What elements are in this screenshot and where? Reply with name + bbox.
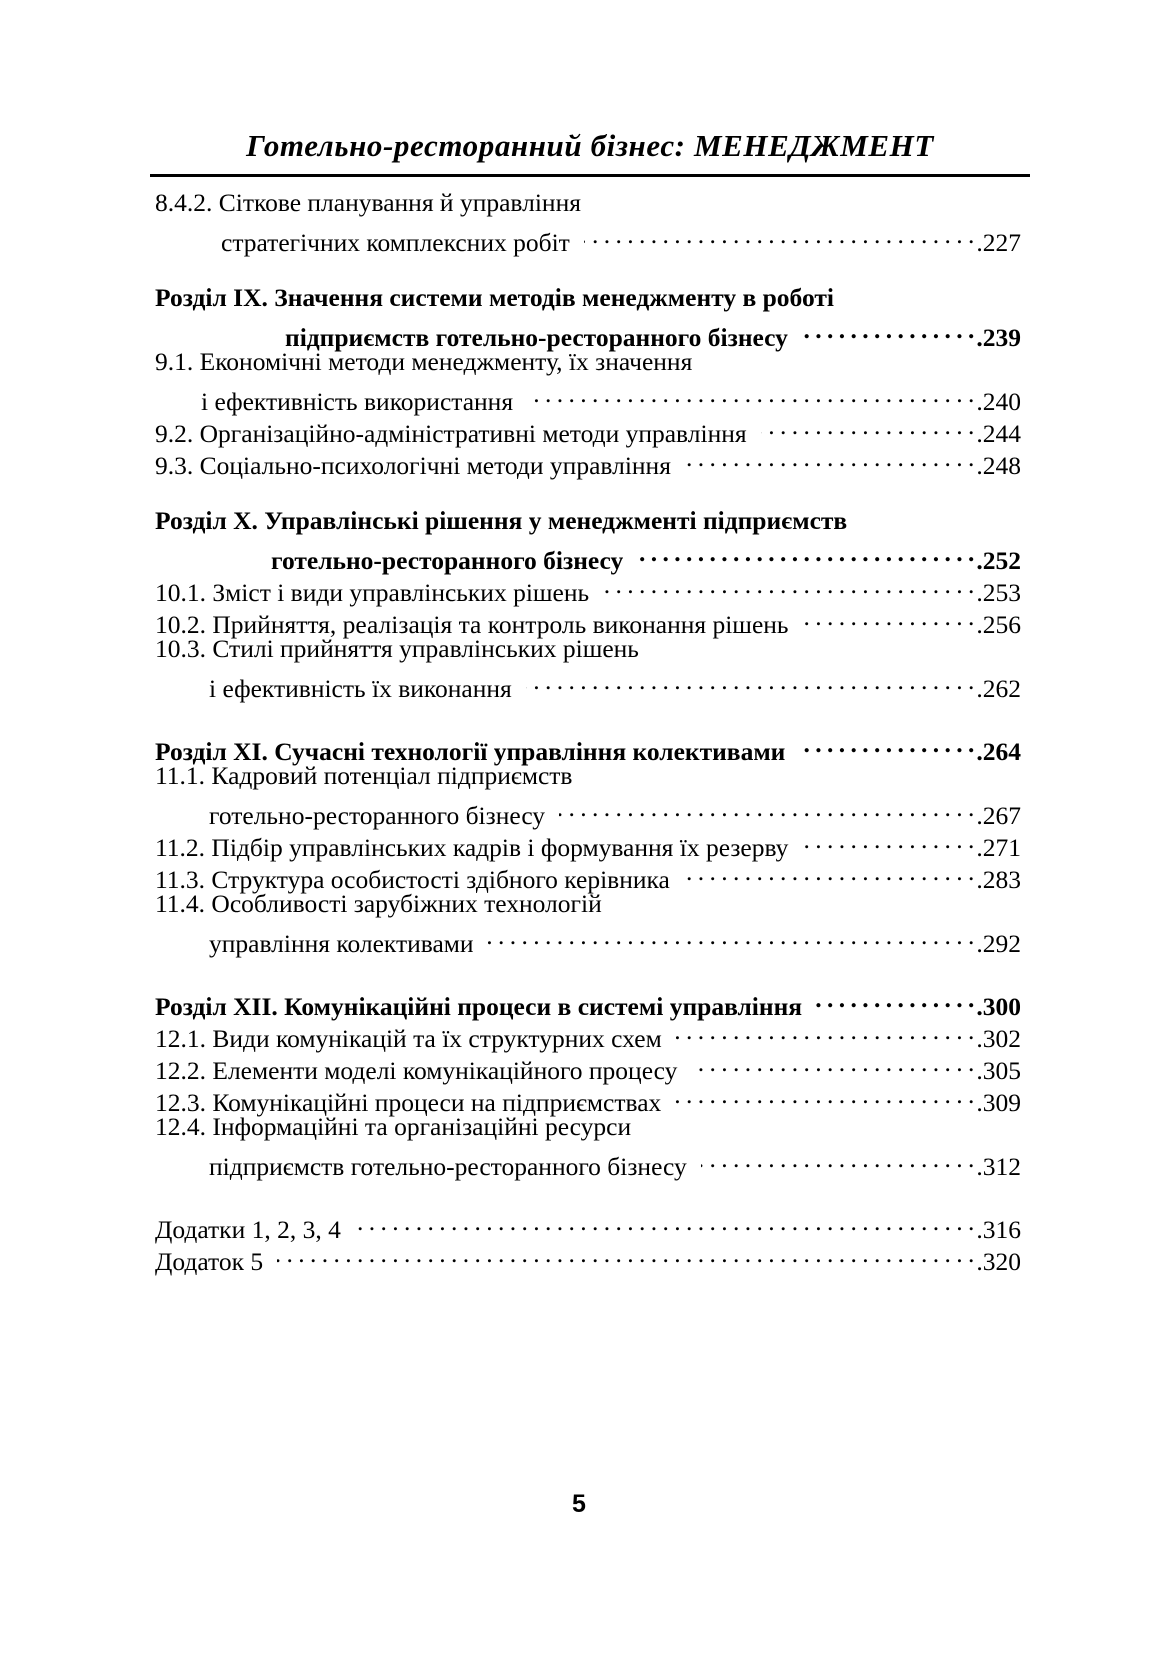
- toc-chapter-10-line1: [155, 505, 1021, 537]
- toc-page-number: .271: [976, 833, 1021, 862]
- toc-page-number: .300: [976, 992, 1021, 1021]
- dot-leader: [802, 824, 974, 856]
- dot-leader: [277, 1238, 974, 1270]
- dot-leader: [684, 856, 975, 888]
- toc-chapter-title: підприємств готельно-ресторанного бізнесу: [285, 323, 788, 352]
- page-number: 5: [572, 1490, 586, 1518]
- toc-page-number: .264: [976, 737, 1021, 766]
- toc-entry-text: 12.4. Інформаційні та організаційні ресурси: [155, 1112, 632, 1141]
- dot-leader: [691, 1047, 974, 1079]
- toc-entry-text: і ефективність їх виконання: [209, 674, 512, 703]
- toc-page-number: .244: [976, 419, 1021, 448]
- toc-chapter-11: [155, 728, 1021, 766]
- toc-chapter-9-line2: [155, 314, 1021, 352]
- toc-page-number: .240: [976, 387, 1021, 416]
- toc-entry-11-4-line1: [155, 888, 1021, 920]
- toc-chapter-title: готельно-ресторанного бізнесу: [271, 546, 624, 575]
- toc-entry-text: готельно-ресторанного бізнесу: [209, 801, 546, 830]
- dot-leader: [355, 1206, 975, 1238]
- toc-page-number: .267: [976, 801, 1021, 830]
- toc-entry-text: 10.3. Стилі прийняття управлінських рішень: [155, 634, 639, 663]
- toc-entry-text: 10.1. Зміст і види управлінських рішень: [155, 578, 590, 607]
- toc-entry-text: стратегічних комплексних робіт: [221, 228, 570, 257]
- toc-page-number: .253: [976, 578, 1021, 607]
- toc-entry-text: 11.3. Структура особистості здібного керівника: [155, 865, 670, 894]
- dot-leader: [803, 601, 975, 633]
- dot-leader: [799, 728, 974, 760]
- dot-leader: [559, 792, 974, 824]
- toc-entry-text: управління колективами: [209, 929, 474, 958]
- toc-entry-text: 12.2. Елементи моделі комунікаційного процесу: [155, 1056, 678, 1085]
- dot-leader: [701, 1143, 975, 1175]
- toc-appendix-5: [155, 1238, 1021, 1276]
- toc-page-number: .302: [976, 1024, 1021, 1053]
- toc-page-number: .312: [976, 1152, 1021, 1181]
- toc-page-number: .248: [976, 451, 1021, 480]
- toc-chapter-title: Розділ XI. Сучасні технології управління колективами: [155, 737, 786, 766]
- toc-page-number: .252: [976, 546, 1021, 575]
- toc-entry-text: 10.2. Прийняття, реалізація та контроль виконання рішень: [155, 610, 789, 639]
- dot-leader: [761, 410, 975, 442]
- toc-entry-text: Додаток 5: [155, 1247, 264, 1276]
- toc-entry-10-3-line1: [155, 633, 1021, 665]
- dot-leader: [802, 314, 974, 346]
- toc-entry-11-4-line2: [155, 920, 1021, 958]
- toc-entry-12-4-line2: [155, 1143, 1021, 1181]
- dot-leader: [527, 378, 974, 410]
- toc-page-number: .227: [976, 228, 1021, 257]
- dot-leader: [816, 983, 974, 1015]
- toc-entry-text: підприємств готельно-ресторанного бізнесу: [209, 1152, 687, 1181]
- toc-entry-text: і ефективність використання: [201, 387, 514, 416]
- dot-leader: [675, 1079, 974, 1111]
- toc-entry-11-1-line2: [155, 792, 1021, 830]
- header-rule: [150, 174, 1030, 177]
- toc-page-number: .292: [976, 929, 1021, 958]
- toc-entry-text: 8.4.2. Сіткове планування й управління: [155, 188, 581, 217]
- running-header: Готельно-ресторанний бізнес: МЕНЕДЖМЕНТ: [246, 128, 934, 163]
- toc-chapter-title: Розділ XII. Комунікаційні процеси в системі управління: [155, 992, 803, 1021]
- toc-page-number: .320: [976, 1247, 1021, 1276]
- dot-leader: [584, 219, 975, 251]
- toc-page-number: .305: [976, 1056, 1021, 1085]
- toc-entry-8-4-2-line2: [155, 219, 1021, 257]
- toc-entry-text: 9.1. Економічні методи менеджменту, їх значення: [155, 347, 693, 376]
- toc-page-number: .309: [976, 1088, 1021, 1117]
- toc-appendices-1-4: [155, 1206, 1021, 1244]
- dot-leader: [526, 665, 975, 697]
- toc-page-number: .239: [976, 323, 1021, 352]
- toc-entry-text: 12.3. Комунікаційні процеси на підприємствах: [155, 1088, 662, 1117]
- toc-entry-text: Додатки 1, 2, 3, 4: [155, 1215, 341, 1244]
- toc-chapter-10-line2: [155, 537, 1021, 575]
- toc-entry-8-4-2-line1: [155, 187, 1021, 219]
- toc-entry-text: 9.2. Організаційно-адміністративні методи управління: [155, 419, 747, 448]
- toc-page-number: .283: [976, 865, 1021, 894]
- toc-page-number: .316: [976, 1215, 1021, 1244]
- toc-entry-text: 12.1. Види комунікацій та їх структурних схем: [155, 1024, 662, 1053]
- toc-entry-text: 11.4. Особливості зарубіжних технологій: [155, 889, 602, 918]
- toc-chapter-9-line1: [155, 282, 1021, 314]
- dot-leader: [676, 1015, 975, 1047]
- toc-chapter-12: [155, 983, 1021, 1021]
- toc-chapter-title: Розділ IX. Значення системи методів менеджменту в роботі: [155, 283, 834, 312]
- table-of-contents: [155, 187, 1021, 1276]
- toc-entry-9-1-line2: [155, 378, 1021, 416]
- toc-entry-text: 9.3. Соціально-психологічні методи управління: [155, 451, 671, 480]
- toc-entry-text: 11.1. Кадровий потенціал підприємств: [155, 761, 573, 790]
- toc-entry-9-1-line1: [155, 346, 1021, 378]
- toc-page-number: .262: [976, 674, 1021, 703]
- toc-page-number: .256: [976, 610, 1021, 639]
- toc-entry-10-3-line2: [155, 665, 1021, 703]
- dot-leader: [603, 569, 974, 601]
- dot-leader: [637, 537, 974, 569]
- toc-chapter-title: Розділ X. Управлінські рішення у менеджменті підприємств: [155, 506, 848, 535]
- dot-leader: [488, 920, 975, 952]
- toc-entry-text: 11.2. Підбір управлінських кадрів і формування їх резерву: [155, 833, 789, 862]
- dot-leader: [685, 442, 974, 474]
- toc-entry-12-4-line1: [155, 1111, 1021, 1143]
